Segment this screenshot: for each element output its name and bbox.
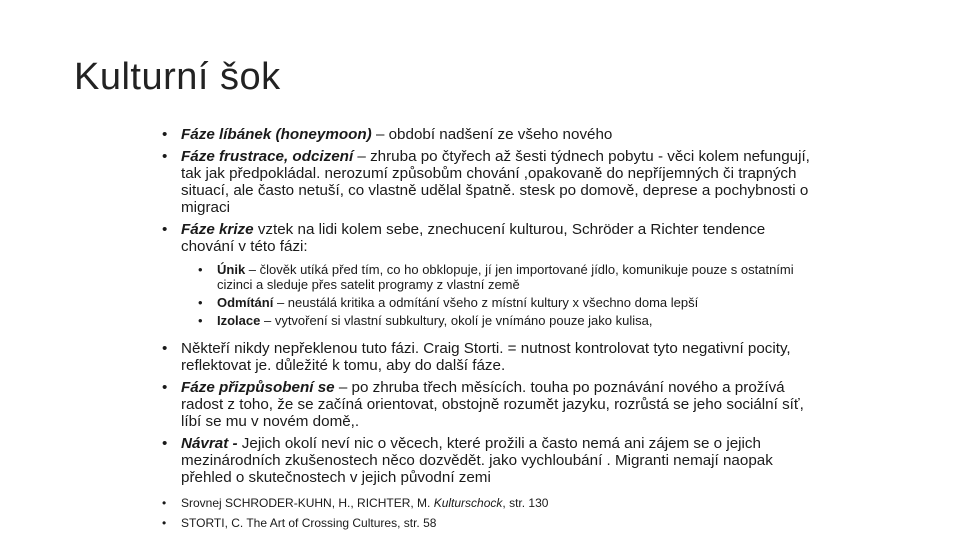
bullet-list-top: [162, 126, 812, 255]
sub-bullet-item: • Odmítání – neustálá kritika a odmítání všeho z místní kultury x všechno doma lepší: [198, 295, 812, 310]
sub-bullet-item: • Izolace – vytvoření si vlastní subkultury, okolí je vnímáno pouze jako kulisa,: [198, 313, 812, 328]
slide-content: [162, 126, 812, 535]
reference-item-cutoff: • STORTI, C. The Art of Crossing Cultures, str. 58: [162, 516, 812, 530]
bullet-item: • Návrat - Jejich okolí neví nic o věcech, které prožili a často nemá ani zájem se o jejich mezinárodních zkušenostech něco dozvědět. jako vychloubání . Migranti nemají naopak přehled o skutečnostech v jejich původní zemi: [162, 435, 812, 486]
sub-bullet-item: • Únik – člověk utíká před tím, co ho obklopuje, jí jen importované jídlo, komunikuje pouze s ostatními cizinci a sleduje přes satelit programy z vlastní země: [198, 262, 812, 292]
bullet-item: • Někteří nikdy nepřeklenou tuto fázi. Craig Storti. = nutnost kontrolovat tyto negativní pocity, reflektovat je. důležité k tomu, aby do další fáze.: [162, 340, 812, 374]
slide-title: Kulturní šok: [74, 56, 281, 98]
reference-list: [162, 496, 812, 530]
sub-bullet-list: [198, 262, 812, 328]
reference-item: • Srovnej SCHRODER-KUHN, H., RICHTER, M. Kulturschock, str. 130: [162, 496, 812, 510]
bullet-item: • Fáze frustrace, odcizení – zhruba po čtyřech až šesti týdnech pobytu - věci kolem nefungují, tak jak předpokládal. nerozumí způsobům chování ,opakovaně do nepříjemných či trapných situací, ale často netuší, co vlastně udělal špatně. stesk po domově, deprese a pochybnosti o migraci: [162, 148, 812, 216]
bullet-item: • Fáze krize vztek na lidi kolem sebe, znechucení kulturou, Schröder a Richter tendence chování v této fázi:: [162, 221, 812, 255]
bullet-list-bottom: [162, 340, 812, 486]
bullet-item: • Fáze líbánek (honeymoon) – období nadšení ze všeho nového: [162, 126, 812, 143]
bullet-item: • Fáze přizpůsobení se – po zhruba třech měsících. touha po poznávání nového a prožívá radost z toho, že se začíná orientovat, obstojně rozumět jazyku, rozrůstá se jeho sociální síť, líbí se mu v novém domě,.: [162, 379, 812, 430]
